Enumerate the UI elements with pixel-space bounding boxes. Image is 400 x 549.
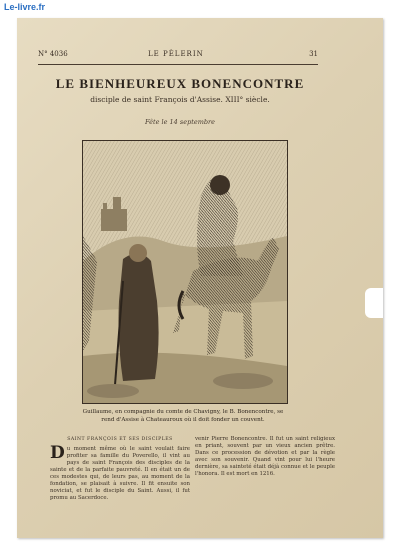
issue-number: N° 4036 [38, 50, 68, 58]
page-header [38, 50, 318, 62]
column-text-more: Il fit ensuite son noviciat, et fut le disciple du Saint. Aussi, il fut promu au Sacerdoce. [50, 481, 190, 501]
column-text: venir Pierre Bonencontre. Il fut un saint religieux en priant, souvent par un vieux ancien prêtre. Dans ce procession de dévotion et par la règle avec son souvenir. Quand vint pour lui l'heure dernière, sa sainteté était déjà connue et le peuple l'honora. Il est mort en 1216. [195, 436, 335, 477]
drop-cap: D [50, 443, 65, 463]
watermark-text: Le-livre.fr [4, 2, 46, 12]
illustration-caption: Guillaume, en compagnie du comte de Chavigny, le B. Bonencontre, se rend d'Assise à Chateauroux où il doit fonder un couvent. [82, 409, 284, 423]
column-heading: SAINT FRANÇOIS ET SES DISCIPLES [67, 437, 173, 442]
article-subtitle: disciple de saint François d'Assise. XIII° siècle. [90, 95, 270, 104]
feast-date: Fête le 14 septembre [145, 118, 215, 126]
journal-name: LE PÈLERIN [148, 50, 204, 58]
article-column-left [50, 436, 190, 502]
column-text: u moment même où le saint voulait faire profiter sa famille du Poverello, il vint au pays de saint François des disciples de la sainte et de la parfaite pauvreté. Il en était un de ces modestes qui, de leurs pas, au moment de la fondation, se plaisait à suivre. [50, 446, 190, 487]
header-rule [38, 64, 318, 65]
article-column-right [195, 436, 335, 478]
article-title: LE BIENHEUREUX BONENCONTRE [55, 76, 305, 91]
page-number: 31 [309, 50, 318, 58]
engraving-drawing [83, 141, 287, 403]
engraving-illustration [82, 140, 288, 404]
